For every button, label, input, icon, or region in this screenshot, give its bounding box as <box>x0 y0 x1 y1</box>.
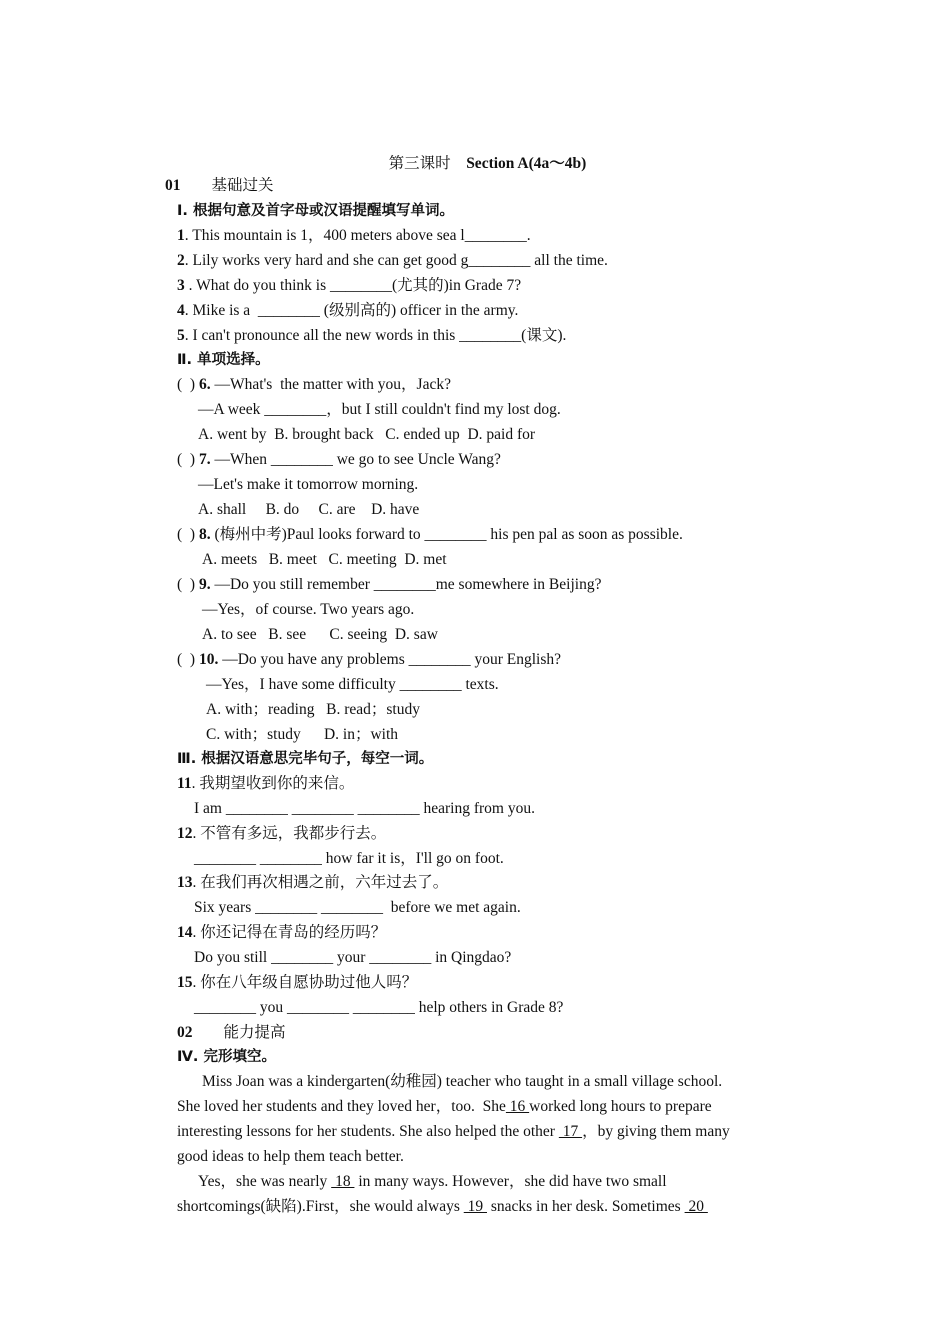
question-10-options-1: A. with；reading B. read；study <box>206 701 420 718</box>
question-8-options: A. meets B. meet C. meeting D. met <box>202 551 447 568</box>
blank-17: 17 <box>558 1123 583 1140</box>
question-8: ( ) 8. (梅州中考)Paul looks forward to ________ his pen pal as soon as possible. <box>177 526 683 543</box>
question-6: ( ) 6. —What's the matter with you，Jack? <box>177 376 451 393</box>
passage-line-2: She loved her students and they loved her，too. She 16 worked long hours to prepare <box>177 1098 712 1115</box>
question-9-options: A. to see B. see C. seeing D. saw <box>202 626 438 643</box>
passage-line-5: Yes，she was nearly 18 in many ways. However，she did have two small <box>198 1173 667 1190</box>
question-2: 2. Lily works very hard and she can get good g________ all the time. <box>177 252 608 269</box>
blank-16: 16 <box>505 1098 530 1115</box>
question-4: 4. Mike is a ________ (级别高的) officer in the army. <box>177 302 519 319</box>
passage-line-3: interesting lessons for her students. She also helped the other 17 ，by giving them many <box>177 1123 730 1140</box>
question-15-english: ________ you ________ ________ help others in Grade 8? <box>194 999 564 1016</box>
question-11-chinese: 11. 我期望收到你的来信。 <box>177 775 355 792</box>
question-12-english: ________ ________ how far it is，I'll go on foot. <box>194 850 504 867</box>
question-13-chinese: 13. 在我们再次相遇之前，六年过去了。 <box>177 874 449 891</box>
question-7-line-2: —Let's make it tomorrow morning. <box>198 476 419 493</box>
question-11-english: I am ________ ________ ________ hearing from you. <box>194 800 535 817</box>
question-5: 5. I can't pronounce all the new words in this ________(课文). <box>177 327 567 344</box>
blank-19: 19 <box>463 1198 487 1215</box>
page-title <box>0 151 950 173</box>
question-10: ( ) 10. —Do you have any problems ________ your English? <box>177 651 562 668</box>
question-6-options: A. went by B. brought back C. ended up D. paid for <box>198 426 536 443</box>
question-7: ( ) 7. —When ________ we go to see Uncle Wang? <box>177 451 501 468</box>
question-14-chinese: 14. 你还记得在青岛的经历吗？ <box>177 924 387 941</box>
passage-line-4: good ideas to help them teach better. <box>177 1148 404 1165</box>
question-7-options: A. shall B. do C. are D. have <box>198 501 420 518</box>
section-2-heading: Ⅱ. 单项选择。 <box>177 352 270 368</box>
part-01-heading: 01 基础过关 <box>165 177 274 194</box>
blank-18: 18 <box>331 1173 355 1190</box>
question-6-line-2: —A week ________，but I still couldn't find my lost dog. <box>198 401 561 418</box>
question-9-line-2: —Yes，of course. Two years ago. <box>202 601 415 618</box>
passage-line-1: Miss Joan was a kindergarten(幼稚园) teacher who taught in a small village school. <box>202 1073 723 1090</box>
section-3-heading: Ⅲ. 根据汉语意思完毕句子，每空一词。 <box>177 751 434 767</box>
question-13-english: Six years ________ ________ before we met again. <box>194 899 521 916</box>
question-15-chinese: 15. 你在八年级自愿协助过他人吗？ <box>177 974 418 991</box>
question-10-options-2: C. with；study D. in；with <box>206 726 399 743</box>
lesson-label: 第三课时 <box>388 155 451 172</box>
question-10-line-2: —Yes，I have some difficulty ________ texts. <box>206 676 499 693</box>
question-3: 3 . What do you think is ________(尤其的)in Grade 7? <box>177 277 522 294</box>
question-14-english: Do you still ________ your ________ in Qingdao? <box>194 949 512 966</box>
blank-20: 20 <box>684 1198 708 1215</box>
question-12-chinese: 12. 不管有多远，我都步行去。 <box>177 825 387 842</box>
section-4-heading: Ⅳ. 完形填空。 <box>177 1049 276 1065</box>
section-1-heading: Ⅰ. 根据句意及首字母或汉语提醒填写单词。 <box>177 203 454 219</box>
question-9: ( ) 9. —Do you still remember ________me somewhere in Beijing? <box>177 576 602 593</box>
question-1: 1. This mountain is 1，400 meters above sea l________. <box>177 227 531 244</box>
section-label: Section A(4a～4b) <box>466 155 587 172</box>
part-02-heading: 02 能力提高 <box>177 1024 286 1041</box>
passage-line-6: shortcomings(缺陷).First，she would always 19 snacks in her desk. Sometimes 20 <box>177 1198 708 1215</box>
